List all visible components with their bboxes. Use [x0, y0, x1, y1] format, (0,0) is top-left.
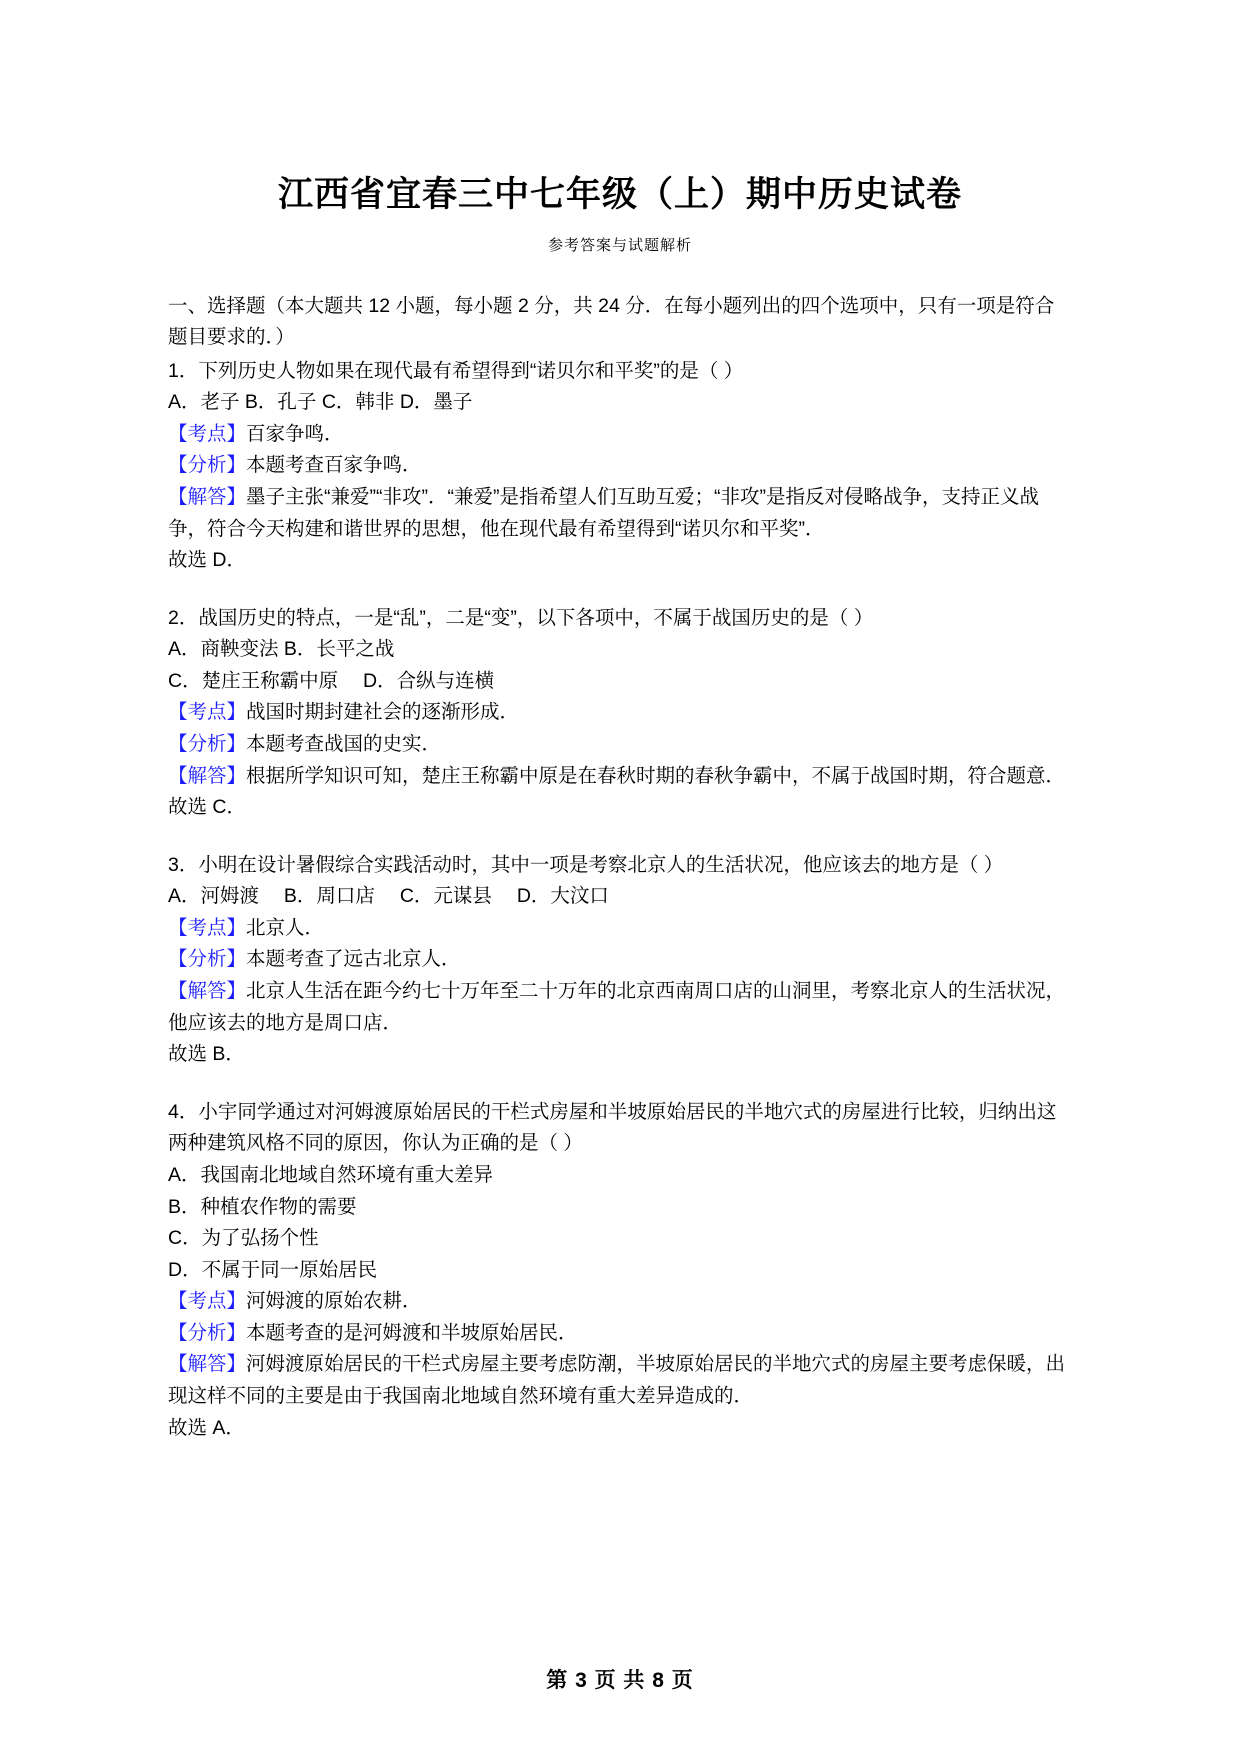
- fenxi-text: 本题考查了远古北京人．: [246, 948, 461, 971]
- kaodian-line: [168, 419, 1072, 451]
- question-stem: 3．小明在设计暑假综合实践活动时，其中一项是考察北京人的生活状况，他应该去的地方是（ ）: [168, 853, 1004, 876]
- fenxi-label: 【分析】: [168, 733, 247, 756]
- kaodian-line: [168, 1286, 1072, 1318]
- fenxi-label: 【分析】: [168, 1321, 247, 1344]
- question-option: B．种植农作物的需要: [168, 1195, 357, 1218]
- kaodian-text: 战国时期封建社会的逐渐形成．: [246, 701, 520, 724]
- fenxi-label: 【分析】: [168, 948, 247, 971]
- question-option: A．我国南北地域自然环境有重大差异: [168, 1163, 494, 1186]
- question-option: A．商鞅变法 B．长平之战: [168, 638, 395, 661]
- section-heading: 一、选择题（本大题共 12 小题，每小题 2 分，共 24 分．在每小题列出的四个选项中，只有一项是符合题目要求的．）: [168, 294, 1055, 349]
- jieda-label: 【解答】: [168, 980, 247, 1003]
- question-item: [168, 1097, 1072, 1444]
- jieda-text: 根据所学知识可知，楚庄王称霸中原是在春秋时期的春秋争霸中，不属于战国时期，符合题意．: [246, 764, 1066, 787]
- question-option: A．老子 B．孔子 C．韩非 D．墨子: [168, 391, 473, 414]
- question-stem: 1．下列历史人物如果在现代最有希望得到“诺贝尔和平奖”的是（ ）: [168, 359, 744, 382]
- question-stem: 2．战国历史的特点，一是“乱”，二是“变”，以下各项中，不属于战国历史的是（ ）: [168, 606, 874, 629]
- question-item: [168, 356, 1072, 577]
- kaodian-label: 【考点】: [168, 422, 247, 445]
- jieda-text: 墨子主张“兼爱”“非攻”．“兼爱”是指希望人们互助互爱；“非攻”是指反对侵略战争，支持正义战争，符合今天构建和谐世界的思想，他在现代最有希望得到“诺贝尔和平奖”．: [168, 485, 1039, 540]
- question-option: C．为了弘扬个性: [168, 1227, 319, 1250]
- jieda-line: [168, 976, 1072, 1039]
- fenxi-line: [168, 450, 1072, 482]
- jieda-text: 河姆渡原始居民的干栏式房屋主要考虑防潮，半坡原始居民的半地穴式的房屋主要考虑保暖，出现这样不同的主要是由于我国南北地域自然环境有重大差异造成的．: [168, 1353, 1066, 1407]
- fenxi-text: 本题考查战国的史实．: [246, 733, 442, 756]
- question-option: D．不属于同一原始居民: [168, 1258, 378, 1281]
- fenxi-line: [168, 1318, 1072, 1350]
- kaodian-text: 北京人．: [246, 916, 325, 939]
- fenxi-line: [168, 944, 1072, 976]
- fenxi-line: [168, 729, 1072, 761]
- document-body: [168, 291, 1072, 1445]
- jieda-label: 【解答】: [168, 764, 247, 787]
- fenxi-text: 本题考查的是河姆渡和半坡原始居民．: [246, 1321, 578, 1344]
- kaodian-text: 百家争鸣．: [246, 422, 344, 445]
- answer-line: 故选 A．: [168, 1416, 245, 1439]
- page-title: 江西省宜春三中七年级（上）期中历史试卷: [277, 175, 962, 214]
- fenxi-text: 本题考查百家争鸣．: [246, 454, 422, 477]
- question-item: [168, 603, 1072, 824]
- answer-line: 故选 B．: [168, 1043, 245, 1066]
- question-stem: 4．小宇同学通过对河姆渡原始居民的干栏式房屋和半坡原始居民的半地穴式的房屋进行比较，归纳出这两种建筑风格不同的原因，你认为正确的是（ ）: [168, 1100, 1057, 1155]
- kaodian-label: 【考点】: [168, 916, 247, 939]
- kaodian-label: 【考点】: [168, 1290, 247, 1313]
- question-option: A．河姆渡 B．周口店 C．元谋县 D．大汶口: [168, 885, 609, 908]
- kaodian-label: 【考点】: [168, 701, 247, 724]
- jieda-line: [168, 761, 1072, 793]
- jieda-line: [168, 1349, 1072, 1412]
- jieda-text: 北京人生活在距今约七十万年至二十万年的北京西南周口店的山洞里，考察北京人的生活状况，他应该去的地方是周口店．: [168, 980, 1066, 1034]
- kaodian-text: 河姆渡的原始农耕．: [246, 1290, 422, 1313]
- jieda-label: 【解答】: [168, 1353, 247, 1376]
- page-subtitle: 参考答案与试题解析: [547, 236, 692, 254]
- kaodian-line: [168, 697, 1072, 729]
- answer-line: 故选 C．: [168, 796, 247, 819]
- jieda-label: 【解答】: [168, 485, 247, 508]
- question-option: C．楚庄王称霸中原 D．合纵与连横: [168, 669, 495, 692]
- answer-line: 故选 D．: [168, 549, 247, 572]
- jieda-line: [168, 482, 1072, 545]
- page-footer: 第 3 页 共 8 页: [546, 1669, 694, 1692]
- kaodian-line: [168, 913, 1072, 945]
- question-item: [168, 850, 1072, 1071]
- fenxi-label: 【分析】: [168, 454, 247, 477]
